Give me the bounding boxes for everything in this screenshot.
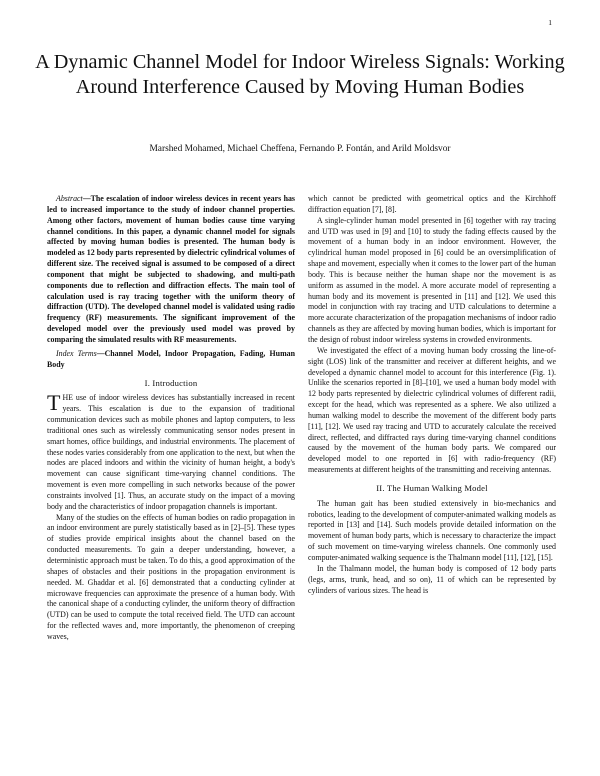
index-terms-text: —Channel Model, Indoor Propagation, Fading, Human Body — [47, 348, 295, 369]
intro-paragraph-2-continued: which cannot be predicted with geometrical optics and the Kirchhoff diffraction equation [7], [8]. — [308, 194, 556, 214]
intro-paragraph-3: A single-cylinder human model presented in [6] together with ray tracing and UTD was used in [9] and [10] to study the fading effects caused by the movement of a human body in an indoor environment. However, the cylindrical human model proposed in [6] could be an oversimplification of shape and movement, especially when it comes to the lower part of the human body. This is because neither the human shape nor the movement is as uniform as assumed in the model. A more accurate model of representing a human body and its movement is presented in [11] and [12]. We used this model in conjunction with ray tracing and UTD calculations to determine a more accurate characterization of the propagation mechanisms of indoor radio channels as they are affected by moving human bodies, which is important for the design of robust indoor wireless systems in crowded environments. — [308, 215, 556, 344]
index-terms-label: Index Terms — [56, 348, 97, 358]
right-column — [308, 194, 556, 596]
intro-paragraph-1 — [47, 390, 295, 512]
drop-cap: T — [47, 390, 61, 416]
index-terms — [47, 349, 295, 371]
intro-paragraph-4: We investigated the effect of a moving human body crossing the line-of-sight (LOS) link of the transmitter and receiver at different heights, and we developed a dynamic channel model to account for this interference (Fig. 1). Unlike the scenarios reported in [8]–[10], we used a human body model with 12 body parts represented by dielectric cylindrical volumes of different radii, except for the head, which was represented as a sphere. We also utilized a human walking model to describe the movement of the different body parts [11], [12]. We used ray tracing and UTD to accurately calculate the received direct, reflected, and diffracted rays during time-varying channel conditions caused by the movement of the human body parts. We compared our developed model to one reported in [6] with radio-frequency (RF) measurements at different heights of the transmitting and receiving antennas. — [308, 345, 556, 475]
page-number: 1 — [548, 18, 552, 27]
walking-model-paragraph-2: In the Thalmann model, the human body is composed of 12 body parts (legs, arms, trunk, head, and so on), 11 of which can be represented by cylinders of various sizes. The head is — [308, 563, 556, 595]
paper-title: A Dynamic Channel Model for Indoor Wireless Signals: Working Around Interference Caused by Moving Human Bodies — [35, 51, 565, 98]
intro-paragraph-2: Many of the studies on the effects of human bodies on radio propagation in an indoor environment are purely statistically based as in [2]–[5]. These types of studies provide empirical insights about the channel based on the conducted measurements. To gain a deeper understanding, however, a deterministic approach must be taken. To do this, a good approximation of the shapes of obstacles and their positions in the propagation environment is needed. M. Ghaddar et al. [6] demonstrated that a conducting cylinder at microwave frequencies can approximate the presence of a human body. With the canonical shape of a conducting cylinder, the uniform theory of diffraction (UTD) can be used to compute the total received field. The UTD can account for the reflected waves and, more importantly, the phenomenon of creeping waves, — [47, 512, 295, 641]
walking-model-paragraph-1: The human gait has been studied extensively in bio-mechanics and robotics, leading to the development of computer-animated walking models as reported in [13] and [14]. Such models provide detailed information on the movement of human body parts, which is necessary to characterize the impact of such movement on time-varying wireless channels. One commonly used computer-animated walking sequence is the Thalmann model [11], [12], [15]. — [308, 498, 556, 562]
section-heading-introduction: I. Introduction — [144, 377, 198, 388]
left-column — [47, 194, 295, 643]
section-heading-walking-model: II. The Human Walking Model — [376, 482, 488, 493]
abstract-label: Abstract — [56, 194, 83, 203]
abstract-text: —The escalation of indoor wireless devices in recent years has led to increased importance to the study of indoor channel properties. Among other factors, movement of human bodies cause time varying channel conditions. In this paper, a dynamic channel model for signals affected by moving human bodies is presented. The human body is modeled as 12 body parts represented by dielectric cylindrical volumes of different size. The received signal is assumed to be composed of a direct component that might be subjected to shadowing, and multi-path components due to reflection and diffraction effects. The main tool of calculation used is ray tracing together with the uniform theory of diffraction (UTD). The developed channel model is validated using radio frequency (RF) measurements. The significant improvement of the developed model over the previously used model was proved by comparing the simulated results with RF measurements. — [47, 194, 295, 344]
author-list: Marshed Mohamed, Michael Cheffena, Fernando P. Fontán, and Arild Moldsvor — [149, 144, 451, 154]
intro-paragraph-1-text: HE use of indoor wireless devices has substantially increased in recent years. This escalation is due to the expansion of traditional communication devices such as mobile phones and laptop computers, to less traditional ones such as wirelessly communicating sensor nodes present in smart homes, office buildings, and industrial environments. The placement of these nodes varies considerably from one application to the next, but when the nodes are placed indoors and within the vicinity of human height, a body's movement can cause significant time-varying channel conditions. The movement is even more compelling in such networks because of the power constraints involved [1]. Thus, an accurate study on the impact of a moving body and the characteristics of indoor propagation channels is important. — [47, 393, 295, 511]
abstract — [47, 194, 295, 346]
